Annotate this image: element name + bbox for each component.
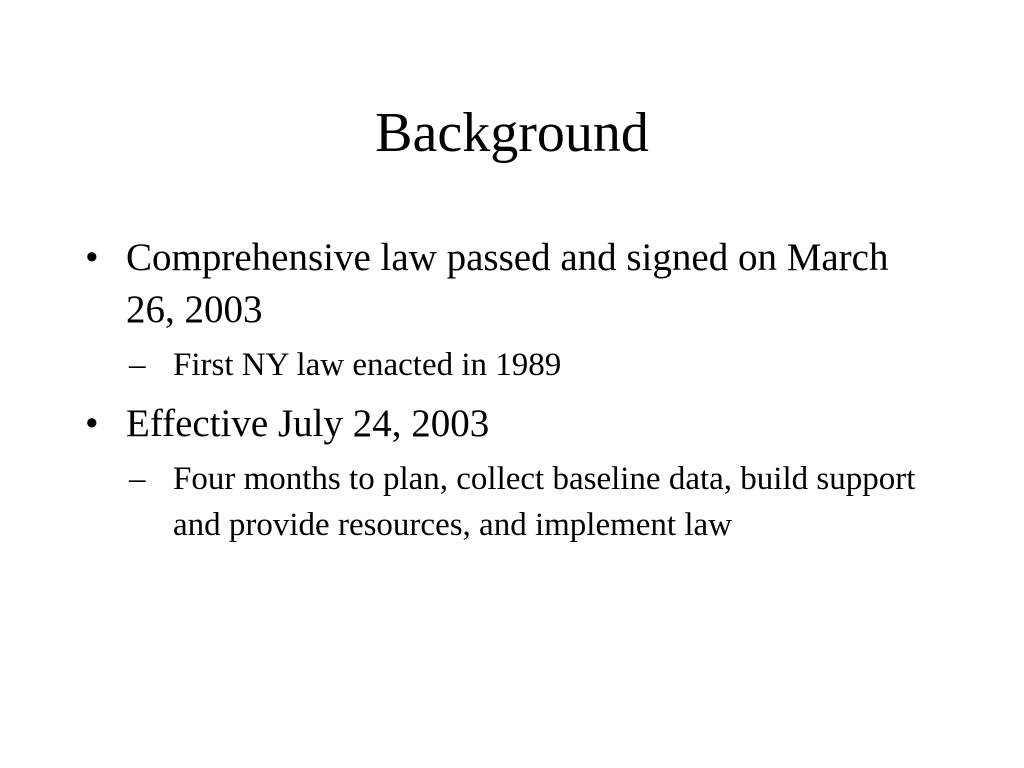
bullet-text: Comprehensive law passed and signed on March 26, 2003 — [126, 236, 889, 331]
bullet-item-effective-date — [85, 398, 945, 548]
slide-title: Background — [375, 102, 649, 164]
bullet-marker: • — [85, 236, 99, 279]
sub-text: First NY law enacted in 1989 — [173, 347, 562, 383]
sub-text: Four months to plan, collect baseline data, build support and provide resources, and implement law — [173, 461, 916, 543]
sub-list — [126, 456, 945, 548]
bullet-item-law-passed — [85, 232, 945, 388]
bullet-list — [85, 232, 945, 548]
sub-marker: – — [129, 461, 146, 497]
sub-item-four-months — [129, 456, 945, 548]
sub-item-first-law — [129, 342, 945, 388]
sub-marker: – — [129, 347, 146, 383]
bullet-text: Effective July 24, 2003 — [126, 402, 490, 445]
sub-list — [126, 342, 945, 388]
bullet-marker: • — [85, 402, 99, 445]
